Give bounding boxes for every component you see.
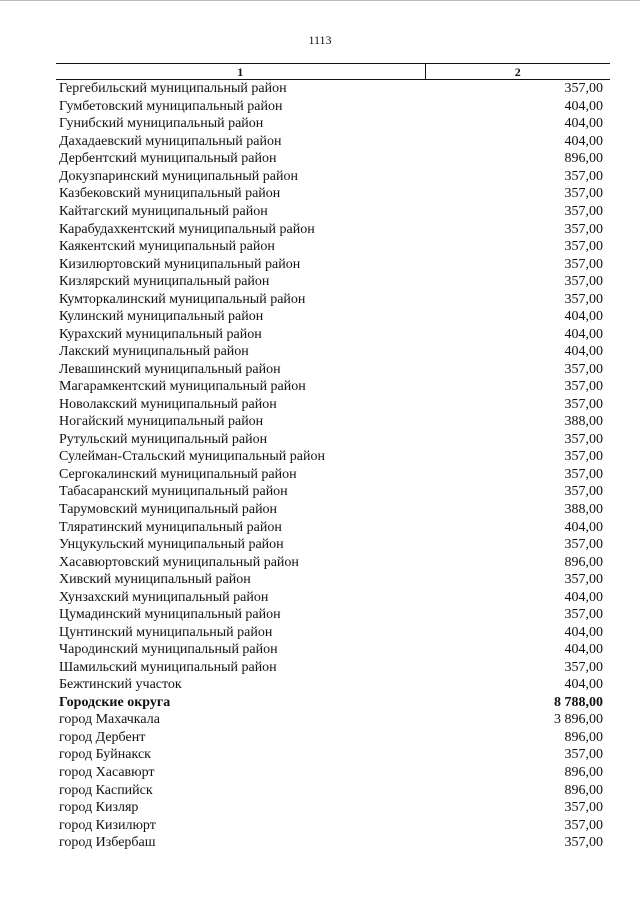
row-value-cell: 896,00 — [564, 554, 603, 570]
table-row — [56, 80, 610, 98]
row-name-cell: город Дербент — [59, 729, 146, 745]
row-value-cell: 357,00 — [564, 256, 603, 272]
table-header — [56, 64, 610, 80]
table-row — [56, 641, 610, 659]
row-value-cell: 357,00 — [564, 607, 603, 623]
row-value-cell: 404,00 — [564, 309, 603, 325]
row-value-cell: 357,00 — [564, 81, 603, 97]
row-value-cell: 404,00 — [564, 98, 603, 114]
row-value-cell: 357,00 — [564, 396, 603, 412]
row-value-cell: 896,00 — [564, 151, 603, 167]
table-row — [56, 571, 610, 589]
row-name-cell: Табасаранский муниципальный район — [59, 484, 288, 500]
row-name-cell: Кизилюртовский муниципальный район — [59, 256, 301, 272]
table-row — [56, 729, 610, 747]
page-top-edge-line — [0, 0, 640, 1]
row-value-cell: 357,00 — [564, 800, 603, 816]
row-name-cell: Новолакский муниципальный район — [59, 396, 277, 412]
table-row — [56, 501, 610, 519]
row-value-cell: 404,00 — [564, 677, 603, 693]
row-name-cell: Кизлярский муниципальный район — [59, 274, 270, 290]
row-name-cell: Казбековский муниципальный район — [59, 186, 281, 202]
table-row — [56, 98, 610, 116]
row-name-cell: Чародинский муниципальный район — [59, 642, 278, 658]
row-name-cell: город Каспийск — [59, 782, 153, 798]
row-name-cell: Кулинский муниципальный район — [59, 309, 264, 325]
table-row-section-heading — [56, 694, 610, 712]
row-name-cell: Магарамкентский муниципальный район — [59, 379, 306, 395]
table-row — [56, 588, 610, 606]
column-header-1: 1 — [56, 64, 425, 80]
row-name-cell: Цумадинский муниципальный район — [59, 607, 281, 623]
row-value-cell: 357,00 — [564, 186, 603, 202]
row-value-cell: 357,00 — [564, 835, 603, 851]
table-row — [56, 466, 610, 484]
row-value-cell: 896,00 — [564, 764, 603, 780]
row-name-cell: Каякентский муниципальный район — [59, 239, 275, 255]
row-value-cell: 3 896,00 — [554, 712, 603, 728]
row-name-cell: Ногайский муниципальный район — [59, 414, 264, 430]
table-row — [56, 203, 610, 221]
row-name-cell: Курахский муниципальный район — [59, 326, 262, 342]
table-row — [56, 413, 610, 431]
row-name-cell: Гумбетовский муниципальный район — [59, 98, 283, 114]
row-value-cell: 357,00 — [564, 484, 603, 500]
row-value-cell: 404,00 — [564, 642, 603, 658]
table-row — [56, 711, 610, 729]
table-row — [56, 676, 610, 694]
row-value-cell: 404,00 — [564, 326, 603, 342]
row-value-cell: 388,00 — [564, 502, 603, 518]
row-value-cell: 357,00 — [564, 449, 603, 465]
row-value-cell: 357,00 — [564, 274, 603, 290]
table-row — [56, 623, 610, 641]
row-value-cell: 357,00 — [564, 817, 603, 833]
table-row — [56, 483, 610, 501]
table-row — [56, 115, 610, 133]
row-value-cell: 357,00 — [564, 379, 603, 395]
row-name-cell: Цунтинский муниципальный район — [59, 624, 273, 640]
row-value-cell: 404,00 — [564, 624, 603, 640]
row-value-cell: 404,00 — [564, 116, 603, 132]
row-value-cell: 357,00 — [564, 203, 603, 219]
table-row — [56, 536, 610, 554]
table-row — [56, 133, 610, 151]
row-value-cell: 896,00 — [564, 729, 603, 745]
table-row — [56, 781, 610, 799]
row-value-cell: 357,00 — [564, 466, 603, 482]
row-name-cell: Бежтинский участок — [59, 677, 182, 693]
table-row — [56, 220, 610, 238]
row-name-cell: Сулейман-Стальский муниципальный район — [59, 449, 325, 465]
table-row — [56, 448, 610, 466]
row-name-cell: город Кизилюрт — [59, 817, 156, 833]
row-name-cell: Рутульский муниципальный район — [59, 431, 268, 447]
table-row — [56, 396, 610, 414]
table-row — [56, 606, 610, 624]
row-name-cell: Докузпаринский муниципальный район — [59, 168, 298, 184]
row-name-cell: Левашинский муниципальный район — [59, 361, 281, 377]
table-row — [56, 290, 610, 308]
row-name-cell: город Хасавюрт — [59, 764, 155, 780]
row-value-cell: 404,00 — [564, 344, 603, 360]
row-name-cell: Дахадаевский муниципальный район — [59, 133, 282, 149]
table-row — [56, 518, 610, 536]
table-row — [56, 238, 610, 256]
row-name-cell: Лакский муниципальный район — [59, 344, 249, 360]
row-value-cell: 357,00 — [564, 572, 603, 588]
page-number: 1113 — [308, 33, 332, 47]
row-name-cell: Кумторкалинский муниципальный район — [59, 291, 306, 307]
row-name-cell: Карабудахкентский муниципальный район — [59, 221, 315, 237]
row-value-cell: 388,00 — [564, 414, 603, 430]
row-value-cell: 404,00 — [564, 589, 603, 605]
row-name-cell: Тляратинский муниципальный район — [59, 519, 282, 535]
row-name-cell: Гергебильский муниципальный район — [59, 81, 287, 97]
row-name-cell: Хивский муниципальный район — [59, 572, 251, 588]
row-name-cell: город Буйнакск — [59, 747, 151, 763]
table-row — [56, 378, 610, 396]
table-row — [56, 150, 610, 168]
row-name-cell: Сергокалинский муниципальный район — [59, 466, 297, 482]
row-value-cell: 357,00 — [564, 747, 603, 763]
row-name-cell: Городские округа — [59, 694, 171, 710]
table-row — [56, 431, 610, 449]
row-name-cell: Гунибский муниципальный район — [59, 116, 264, 132]
row-name-cell: Тарумовский муниципальный район — [59, 502, 278, 518]
row-value-cell: 404,00 — [564, 133, 603, 149]
column-header-2: 2 — [425, 64, 610, 80]
row-value-cell: 896,00 — [564, 782, 603, 798]
table-row — [56, 834, 610, 852]
table-row — [56, 746, 610, 764]
row-value-cell: 357,00 — [564, 537, 603, 553]
row-name-cell: Унцукульский муниципальный район — [59, 537, 284, 553]
row-name-cell: Шамильский муниципальный район — [59, 659, 277, 675]
row-value-cell: 357,00 — [564, 221, 603, 237]
row-value-cell: 357,00 — [564, 361, 603, 377]
table-row — [56, 185, 610, 203]
table-body — [56, 80, 610, 852]
row-value-cell: 404,00 — [564, 519, 603, 535]
row-name-cell: город Избербаш — [59, 835, 156, 851]
row-name-cell: Хасавюртовский муниципальный район — [59, 554, 299, 570]
table-row — [56, 816, 610, 834]
row-name-cell: город Кизляр — [59, 800, 139, 816]
table-row — [56, 325, 610, 343]
row-value-cell: 357,00 — [564, 431, 603, 447]
row-value-cell: 8 788,00 — [554, 694, 603, 710]
row-name-cell: город Махачкала — [59, 712, 160, 728]
row-value-cell: 357,00 — [564, 291, 603, 307]
row-value-cell: 357,00 — [564, 168, 603, 184]
table-row — [56, 764, 610, 782]
table-row — [56, 273, 610, 291]
table-row — [56, 361, 610, 379]
allocation-table — [56, 63, 610, 851]
row-name-cell: Хунзахский муниципальный район — [59, 589, 269, 605]
header-row — [56, 64, 610, 80]
row-value-cell: 357,00 — [564, 659, 603, 675]
table-row — [56, 799, 610, 817]
row-name-cell: Кайтагский муниципальный район — [59, 203, 268, 219]
table-row — [56, 168, 610, 186]
table-row — [56, 308, 610, 326]
table-row — [56, 343, 610, 361]
table-row — [56, 255, 610, 273]
table-row — [56, 659, 610, 677]
row-name-cell: Дербентский муниципальный район — [59, 151, 277, 167]
table-row — [56, 553, 610, 571]
row-value-cell: 357,00 — [564, 239, 603, 255]
